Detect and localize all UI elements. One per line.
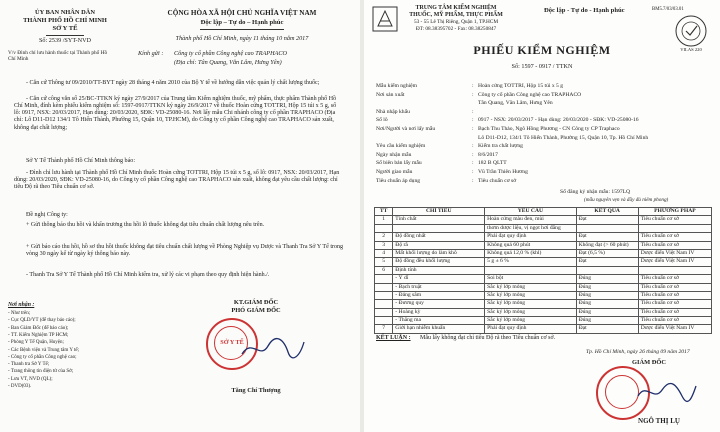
motto-underline (200, 29, 284, 30)
results-table (374, 207, 712, 334)
cell-requirement: Không quá 12,0 % (khl) (485, 249, 576, 257)
recipient-item: - DVD(03). (8, 384, 32, 389)
field-label: Nhà nhập khẩu (376, 108, 410, 115)
vilas-label: VILAS 220 (680, 47, 702, 52)
cell-method: Tiêu chuẩn cơ sở (638, 241, 711, 249)
results-row (375, 241, 712, 249)
stamp-label: SỞ Y TẾ (220, 339, 244, 346)
results-row (375, 266, 712, 274)
cell-result: Đúng (576, 283, 638, 291)
results-row (375, 300, 712, 308)
cell-result (576, 266, 638, 274)
handwritten-signature (238, 336, 308, 362)
field-colon: : (472, 83, 474, 89)
cell-result: Đúng (576, 308, 638, 316)
cell-method: Tiêu chuẩn cơ sở (638, 283, 711, 291)
recipient-item: - Công ty cổ phần Công nghệ cao; (8, 354, 77, 360)
recipient-item: - Cục QLD/YT (để thay báo cáo); (8, 318, 76, 324)
paragraph-recall-1: + Gửi thông báo thu hồi và khẩn trương thu hồi lô thuốc không đạt tiêu chuẩn chất lượng nêu trên. (26, 222, 265, 228)
col-header-requirement: YÊU CẦU (485, 208, 576, 216)
field-value: Hoàn cứng TOTTRI, Hộp 15 túi x 5 g (478, 83, 564, 89)
field-label: Nơi sản xuất (376, 91, 405, 98)
report-number: Số: 1597 - 0917 / TTKN (511, 63, 573, 70)
field-colon: : (472, 143, 474, 150)
cell-criterion: Mất khối lượng do làm khô (393, 249, 485, 257)
form-code: BM5.7/03/03.01 (652, 7, 684, 12)
signer-name: Tăng Chí Thượng (231, 387, 281, 394)
recipient-item: - Ban Giám Đốc (để báo cáo); (8, 325, 69, 331)
center-name-2: THUỐC, MỸ PHẨM, THỰC PHẨM (409, 12, 503, 18)
cell-index (375, 291, 393, 299)
center-address: 53 - 55 Lê Thị Riêng, Quận 1, TP.HCM (413, 19, 499, 25)
cell-method: Tiêu chuẩn cơ sở (638, 275, 711, 283)
registration-number: Số đăng ký nhận mẫu: 1597LQ (560, 189, 631, 195)
field-colon: : (472, 151, 474, 158)
cell-method: Tiêu chuẩn cơ sở (638, 233, 711, 241)
cell-requirement: Sắc ký lớp mỏng (485, 308, 576, 316)
cell-index (375, 308, 393, 316)
cell-requirement: Phải đạt quy định (485, 233, 576, 241)
conclusion-text: Mẫu lấy không đạt chỉ tiêu Độ rã theo Tiêu chuẩn cơ sở. (420, 335, 556, 341)
cell-criterion: Độ rã (393, 241, 485, 249)
cell-criterion: - Đương quy (393, 300, 485, 308)
cell-method: Tiêu chuẩn cơ sở (638, 216, 711, 224)
cell-criterion: - Đảng sâm (393, 291, 485, 299)
field-value: 8/6/2017 (478, 151, 498, 158)
cell-index: 7 (375, 325, 393, 333)
cell-index (375, 275, 393, 283)
republic-heading: CỘNG HÒA XÃ HỘI CHỦ NGHĨA VIỆT NAM (167, 9, 317, 17)
agency-underline (46, 35, 84, 36)
cell-result: Không đạt (> 60 phút) (576, 241, 638, 249)
cell-index: 4 (375, 249, 393, 257)
paragraph-request: Đề nghị Công ty: (26, 212, 68, 218)
cell-result: Đạt (576, 216, 638, 224)
cell-index: 1 (375, 216, 393, 224)
cell-method: Dược điển Việt Nam IV (638, 258, 711, 266)
recipient-name: Công ty cổ phần Công nghệ cao TRAPHACO (174, 50, 287, 57)
field-colon: : (472, 91, 474, 98)
report-date: Tp. Hồ Chí Minh, ngày 26 tháng 09 năm 2017 (586, 349, 690, 355)
paragraph-suspension: - Đình chỉ lưu hành tại Thành phố Hồ Chí Minh thuốc Hoàn cứng TOTTRI, Hộp 15 túi x 5 g, số lô: 0917, NSX: 20/03/2017, Hạn dùng: 20/03/2020, SĐK: VD-25080-16, do Công ty cổ phần Công nghệ cao TRAPHACO sản xuất, không đạt yêu cầu chất lượng: chỉ tiêu Độ rã theo Tiêu chuẩn cơ sở. (14, 170, 340, 191)
signature-role-1: KT.GIÁM ĐỐC (233, 299, 279, 306)
vilas-accreditation-icon (674, 14, 708, 48)
cell-index (375, 317, 393, 325)
cell-criterion: Tính chất (393, 216, 485, 224)
field-colon: : (472, 126, 474, 132)
conclusion-label: KẾT LUẬN : (376, 335, 411, 341)
cell-method: Dược điển Việt Nam IV (638, 249, 711, 257)
field-value: 182 B QLTT (478, 160, 507, 167)
motto: Độc lập – Tự do – Hạnh phúc (200, 19, 284, 26)
recipient-address: (Địa chỉ: Tân Quang, Văn Lâm, Hưng Yên) (174, 59, 282, 66)
signature-role-2: PHÓ GIÁM ĐỐC (231, 307, 281, 314)
paragraph-inspection: - Thanh Tra Sở Y Tế Thành phố Hồ Chí Minh kiểm tra, xử lý các vi phạm theo quy định hiện hành./. (26, 272, 270, 278)
col-header-criterion: CHỈ TIÊU (393, 208, 485, 216)
field-colon: : (472, 160, 474, 167)
field-value: 0917 - NSX: 20/03/2017 - Hạn dùng: 20/03/2020 - SĐK: VD-25080-16 (478, 117, 639, 124)
place-date: Thành phố Hồ Chí Minh, ngày 11 tháng 10 năm 2017 (175, 35, 309, 42)
cell-requirement: Sắc ký lớp mỏng (485, 291, 576, 299)
results-row (375, 283, 712, 291)
agency-line-2: THÀNH PHỐ HỒ CHÍ MINH (23, 17, 107, 24)
recipient-item: - Phòng Y Tế Quận, Huyện; (8, 340, 64, 346)
field-value: Bạch Thu Thảo, Ngô Hồng Phương - CN Công ty CP Traphaco (478, 126, 620, 132)
recipient-item: - Như trên; (8, 311, 31, 316)
field-label: Yêu cầu kiểm nghiệm (376, 143, 426, 150)
field-label: Ngày nhận mẫu (376, 151, 412, 158)
cell-requirement: Không quá 60 phút (485, 241, 576, 249)
recipients-title: Nơi nhận : (8, 302, 35, 308)
results-row (375, 308, 712, 316)
cell-index (375, 283, 393, 291)
cell-requirement: 5 g ± 6 % (485, 258, 576, 266)
cell-method: Tiêu chuẩn cơ sở (638, 300, 711, 308)
cell-index: 5 (375, 258, 393, 266)
results-row (375, 249, 712, 257)
cell-result: Đúng (576, 300, 638, 308)
center-logo-icon (372, 6, 398, 32)
results-row (375, 317, 712, 325)
cell-requirement: Hoàn cứng màu đen, mùi (485, 216, 576, 224)
recipient-label: Kính gửi : (138, 50, 164, 57)
cell-criterion: Độ đồng nhất (393, 233, 485, 241)
cell-index: 2 (375, 233, 393, 241)
field-colon: : (472, 177, 474, 184)
cell-criterion: - Bạch truật (393, 283, 485, 291)
motto: Độc lập - Tự do - Hạnh phúc (544, 7, 625, 14)
cell-method (638, 266, 711, 274)
col-header-result: KẾT QUẢ (576, 208, 638, 216)
col-header-index: TT (375, 208, 393, 216)
field-value: Công ty cổ phần Công nghệ cao TRAPHACO (478, 91, 582, 98)
cell-criterion: - Thăng ma (393, 317, 485, 325)
center-contact: ĐT: 08.38395702 - Fax: 08.38250847 (415, 26, 497, 32)
cell-criterion: Giới hạn nhiễm khuẩn (393, 325, 485, 333)
field-value: Vũ Trần Thiên Hương (478, 169, 528, 175)
field-label: Mẫu kiểm nghiệm (376, 83, 418, 89)
field-label: Số biên bản lấy mẫu (376, 160, 422, 167)
cell-result: Đúng (576, 291, 638, 299)
cell-criterion: - Hoàng kỳ (393, 308, 485, 316)
agency-line-3: SỞ Y TẾ (52, 25, 78, 32)
cell-requirement: Sắc ký lớp mỏng (485, 283, 576, 291)
field-colon: : (472, 117, 474, 124)
cell-requirement: thơm dược liệu, vị ngọt hơi đắng (485, 224, 576, 232)
recipient-item: - Lưu VT, NVD (QL); (8, 376, 53, 382)
field-colon: : (472, 108, 474, 115)
field-value: Kiểm tra chất lượng (478, 143, 523, 150)
cell-method: Tiêu chuẩn cơ sở (638, 308, 711, 316)
paragraph-basis-1: - Căn cứ Thông tư 09/2010/TT-BYT ngày 28 tháng 4 năm 2010 của Bộ Y tế về hướng dẫn việc quản lý chất lượng thuốc; (26, 80, 320, 86)
handwritten-signature (634, 380, 700, 404)
paragraph-basis-2: - Căn cứ công văn số 25/BC-TTKN ký ngày 27/9/2017 của Trung tâm Kiểm nghiệm thuốc, mỹ phẩm, thực phẩm Thành phố Hồ Chí Minh, đính kèm phiếu kiểm nghiệm số: 1597-0917/TTKN ký ngày 26/9/2017 về thuốc Hoàn cứng TOTTRI, Hộp 15 túi x 5 g, số lô: 0917, NSX: 20/03/2017, Hạn dùng: 20/03/2020, SĐK: VD-25080-16. Nơi lấy mẫu Chi nhánh công ty cổ phần TRAPHACO (Địa chỉ: Lô D11-D12 134/1 Tô Hiến Thành, Phường 15, Quận 10, TP.HCM), do Công ty cổ phần Công nghệ cao TRAPHACO sản xuất, không đạt chất lượng; (14, 96, 337, 131)
cell-result: Đạt (576, 233, 638, 241)
cell-result (576, 224, 638, 232)
recipient-item: - Các Bệnh viện và Trung tâm Y tế; (8, 347, 80, 353)
cell-result: Đạt (576, 258, 638, 266)
field-value: Tân Quang, Văn Lâm, Hưng Yên (478, 100, 553, 107)
results-row (375, 291, 712, 299)
cell-index (375, 224, 393, 232)
doc-number: Số: 2539 /SYT-NVD (38, 37, 92, 44)
field-label: Nơi/Người và nơi lấy mẫu (376, 126, 436, 132)
cell-requirement: Sắc ký lớp mỏng (485, 300, 576, 308)
results-row (375, 325, 712, 333)
field-label: Tiêu chuẩn áp dụng (376, 177, 421, 184)
cell-requirement: Sắc ký lớp mỏng (485, 317, 576, 325)
subject-line: V/v Đình chỉ lưu hành thuốc tại Thành phố Hồ Chí Minh (8, 50, 108, 63)
director-name: NGÔ THỊ LỤ (638, 417, 680, 425)
field-value: Tiêu chuẩn cơ sở (478, 177, 517, 184)
cell-method: Tiêu chuẩn cơ sở (638, 291, 711, 299)
cell-index: 6 (375, 266, 393, 274)
cell-method: Tiêu chuẩn cơ sở (638, 317, 711, 325)
field-colon: : (472, 169, 474, 175)
results-row (375, 216, 712, 224)
col-header-method: PHƯƠNG PHÁP (638, 208, 711, 216)
recipient-item: - Trang thông tin điện tử của Sở; (8, 369, 74, 375)
cell-index (375, 300, 393, 308)
results-header-row (375, 208, 712, 216)
paragraph-recall-2: + Gửi báo cáo thu hồi, hồ sơ thu hồi thuốc không đạt tiêu chuẩn chất lượng về Phòng Nghiệp vụ Dược và Thanh Tra Sở Y Tế trong vòng 30 ngày kể từ ngày ký thông báo này. (26, 244, 344, 258)
field-value: Lô D11-D12, 134/1 Tô Hiến Thành, Phường 15, Quận 10, Tp. Hồ Chí Minh (478, 134, 649, 141)
cell-index: 3 (375, 241, 393, 249)
cell-criterion (393, 224, 485, 232)
cell-method (638, 224, 711, 232)
cell-criterion: Độ đồng đều khối lượng (393, 258, 485, 266)
page-title: PHIẾU KIỂM NGHIỆM (473, 43, 611, 57)
results-row (375, 233, 712, 241)
results-row (375, 224, 712, 232)
field-label: Người giao mẫu (376, 169, 413, 175)
recipient-item: - Thanh tra Sở Y Tế; (8, 362, 50, 368)
cell-criterion: Định tính (393, 266, 485, 274)
results-row (375, 275, 712, 283)
recipient-item: - TT. Kiểm Nghiệm TP HCM; (8, 332, 69, 338)
director-title: GIÁM ĐỐC (632, 359, 666, 366)
right-document (364, 0, 720, 432)
cell-requirement: Phải đạt quy định (485, 325, 576, 333)
cell-result: Đạt (576, 325, 638, 333)
cell-result: Đúng (576, 317, 638, 325)
cell-result: Đúng (576, 275, 638, 283)
center-name-1: TRUNG TÂM KIỂM NGHIỆM (415, 5, 497, 11)
cell-requirement (485, 266, 576, 274)
cell-requirement: Soi bột (485, 275, 576, 283)
cell-criterion: - Ý dĩ (393, 275, 485, 283)
sample-condition-note: (mẫu nguyên vẹn và đầy đủ niêm phong) (584, 197, 669, 203)
results-row (375, 258, 712, 266)
field-label: Số lô (376, 117, 388, 124)
agency-line-1: ỦY BAN NHÂN DÂN (35, 9, 95, 16)
cell-result: Đạt (6,5 %) (576, 249, 638, 257)
paragraph-announce: Sở Y Tế Thành phố Hồ Chí Minh thông báo: (26, 158, 136, 164)
cell-method: Dược điển Việt Nam IV (638, 325, 711, 333)
